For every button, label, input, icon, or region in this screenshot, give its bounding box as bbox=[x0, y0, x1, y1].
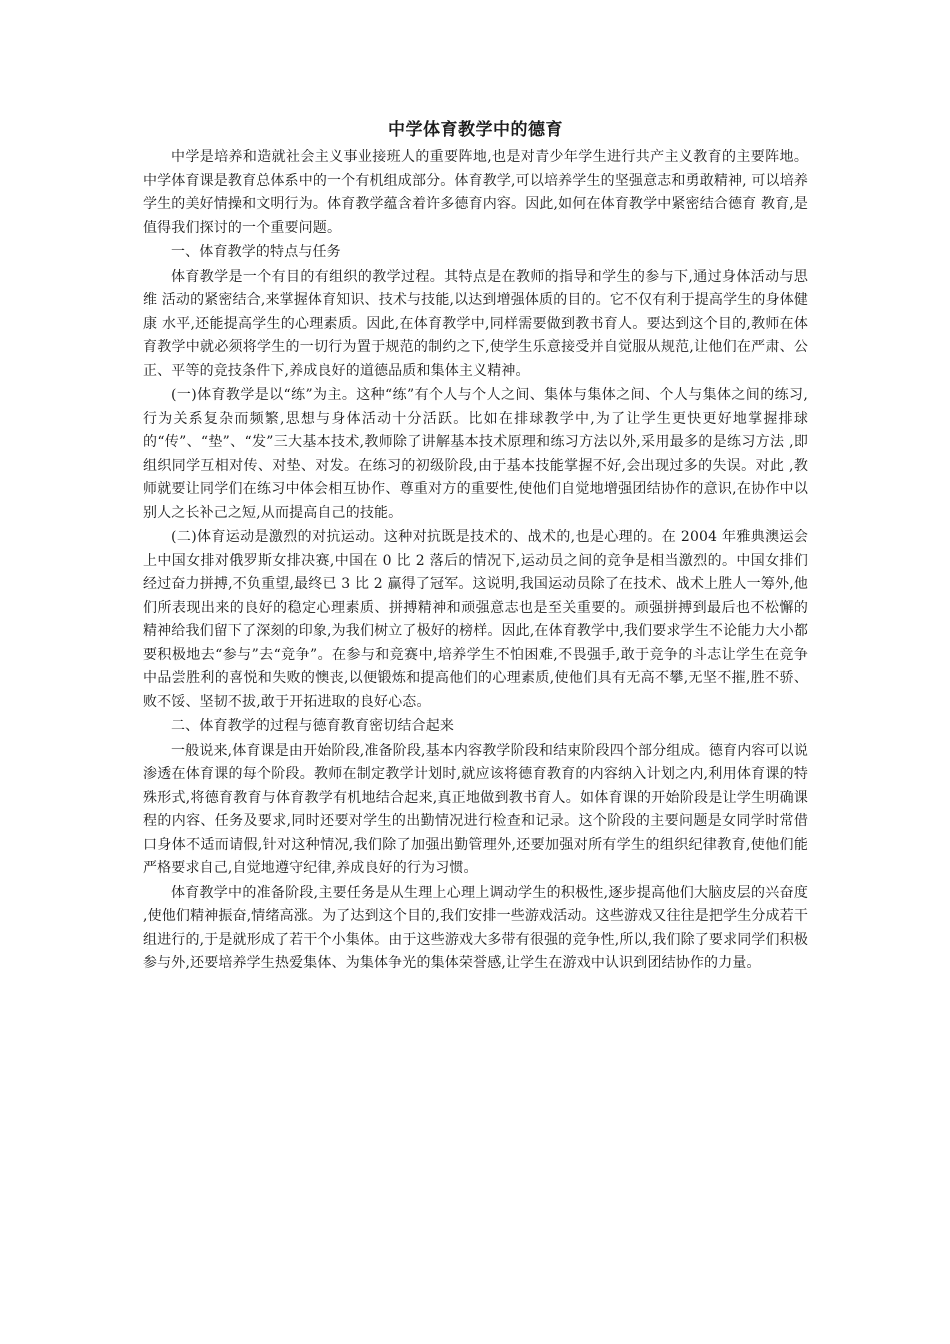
section-1-paragraph-3: (二)体育运动是激烈的对抗运动。这种对抗既是技术的、战术的,也是心理的。在 2004 年雅典澳运会上中国女排对俄罗斯女排决赛,中国在 0 比 2 落后的情况下,运动员之间的竞争是相当激烈的。中国女排们经过奋力拼搏,不负重望,最终已 3 比 2 赢得了冠军。这说明,我国运动员除了在技术、战术上胜人一筹外,他们所表现出来的良好的稳定心理素质、拼搏精神和顽强意志也是至关重要的。顽强拼搏到最后也不松懈的精神给我们留下了深刻的印象,为我们树立了极好的榜样。因此,在体育教学中,我们要求学生不论能力大小都要积极地去“参与”去“竞争”。在参与和竞赛中,培养学生不怕困难,不畏强手,敢于竞争的斗志让学生在竞争中品尝胜利的喜悦和失败的懊丧,以便锻炼和提高他们的心理素质,使他们具有无高不攀,无坚不摧,胜不骄、败不馁、坚韧不拔,敢于开拓进取的良好心态。 bbox=[143, 529, 808, 710]
section-1-paragraph-2: (一)体育教学是以“练”为主。这种“练”有个人与个人之间、集体与集体之间、个人与集体之间的练习,行为关系复杂而频繁,思想与身体活动十分活跃。比如在排球教学中,为了让学生更快更好地掌握排球的“传”、“垫”、“发”三大基本技术,教师除了讲解基本技术原理和练习方法以外,采用最多的是练习方法 ,即组织同学互相对传、对垫、对发。在练习的初级阶段,由于基本技能掌握不好,会出现过多的失误。对此 ,教师就要让同学们在练习中体会相互协作、尊重对方的重要性,使他们自觉地增强团结协作的意识,在协作中以别人之长补己之短,从而提高自己的技能。 bbox=[143, 387, 808, 521]
section-1-heading: 一、体育教学的特点与任务 bbox=[171, 244, 341, 260]
section-1-paragraph-1: 体育教学是一个有目的有组织的教学过程。其特点是在教师的指导和学生的参与下,通过身体活动与思维 活动的紧密结合,来掌握体育知识、技术与技能,以达到增强体质的目的。它不仅有利于提高学生的身体健康 水平,还能提高学生的心理素质。因此,在体育教学中,同样需要做到教书育人。要达到这个目的,教师在体育教学中就必须将学生的一切行为置于规范的制约之下,使学生乐意接受并自觉服从规范,让他们在严肃、公正、平等的竞技条件下,养成良好的道德品质和集体主义精神。 bbox=[143, 268, 808, 379]
document-title: 中学体育教学中的德育 bbox=[388, 120, 563, 140]
section-2-heading: 二、体育教学的过程与德育教育密切结合起来 bbox=[171, 718, 454, 734]
section-2-paragraph-1: 一般说来,体育课是由开始阶段,准备阶段,基本内容教学阶段和结束阶段四个部分组成。德育内容可以说渗透在体育课的每个阶段。教师在制定教学计划时,就应该将德育教育的内容纳入计划之内,利用体育课的特殊形式,将德育教育与体育教学有机地结合起来,真正地做到教书育人。如体育课的开始阶段是让学生明确课程的内容、任务及要求,同时还要对学生的出勤情况进行检查和记录。这个阶段的主要问题是女同学时常借口身体不适而请假,针对这种情况,我们除了加强出勤管理外,还要加强对所有学生的组织纪律教育,使他们能严格要求自己,自觉地遵守纪律,养成良好的行为习惯。 bbox=[143, 742, 808, 876]
section-2-paragraph-2: 体育教学中的准备阶段,主要任务是从生理上心理上调动学生的积极性,逐步提高他们大脑皮层的兴奋度 ,使他们精神振奋,情绪高涨。为了达到这个目的,我们安排一些游戏活动。这些游戏又往往是把学生分成若干组进行的,于是就形成了若干个小集体。由于这些游戏大多带有很强的竞争性,所以,我们除了要求同学们积极参与外,还要培养学生热爱集体、为集体争光的集体荣誉感,让学生在游戏中认识到团结协作的力量。 bbox=[143, 884, 808, 971]
document-page bbox=[143, 118, 808, 977]
intro-paragraph: 中学是培养和造就社会主义事业接班人的重要阵地,也是对青少年学生进行共产主义教育的主要阵地。 中学体育课是教育总体系中的一个有机组成部分。体育教学,可以培养学生的坚强意志和勇敢精神, 可以培养学生的美好情操和文明行为。体育教学蕴含着许多德育内容。因此,如何在体育教学中紧密结合德育 教育,是值得我们探讨的一个重要问题。 bbox=[143, 149, 808, 236]
